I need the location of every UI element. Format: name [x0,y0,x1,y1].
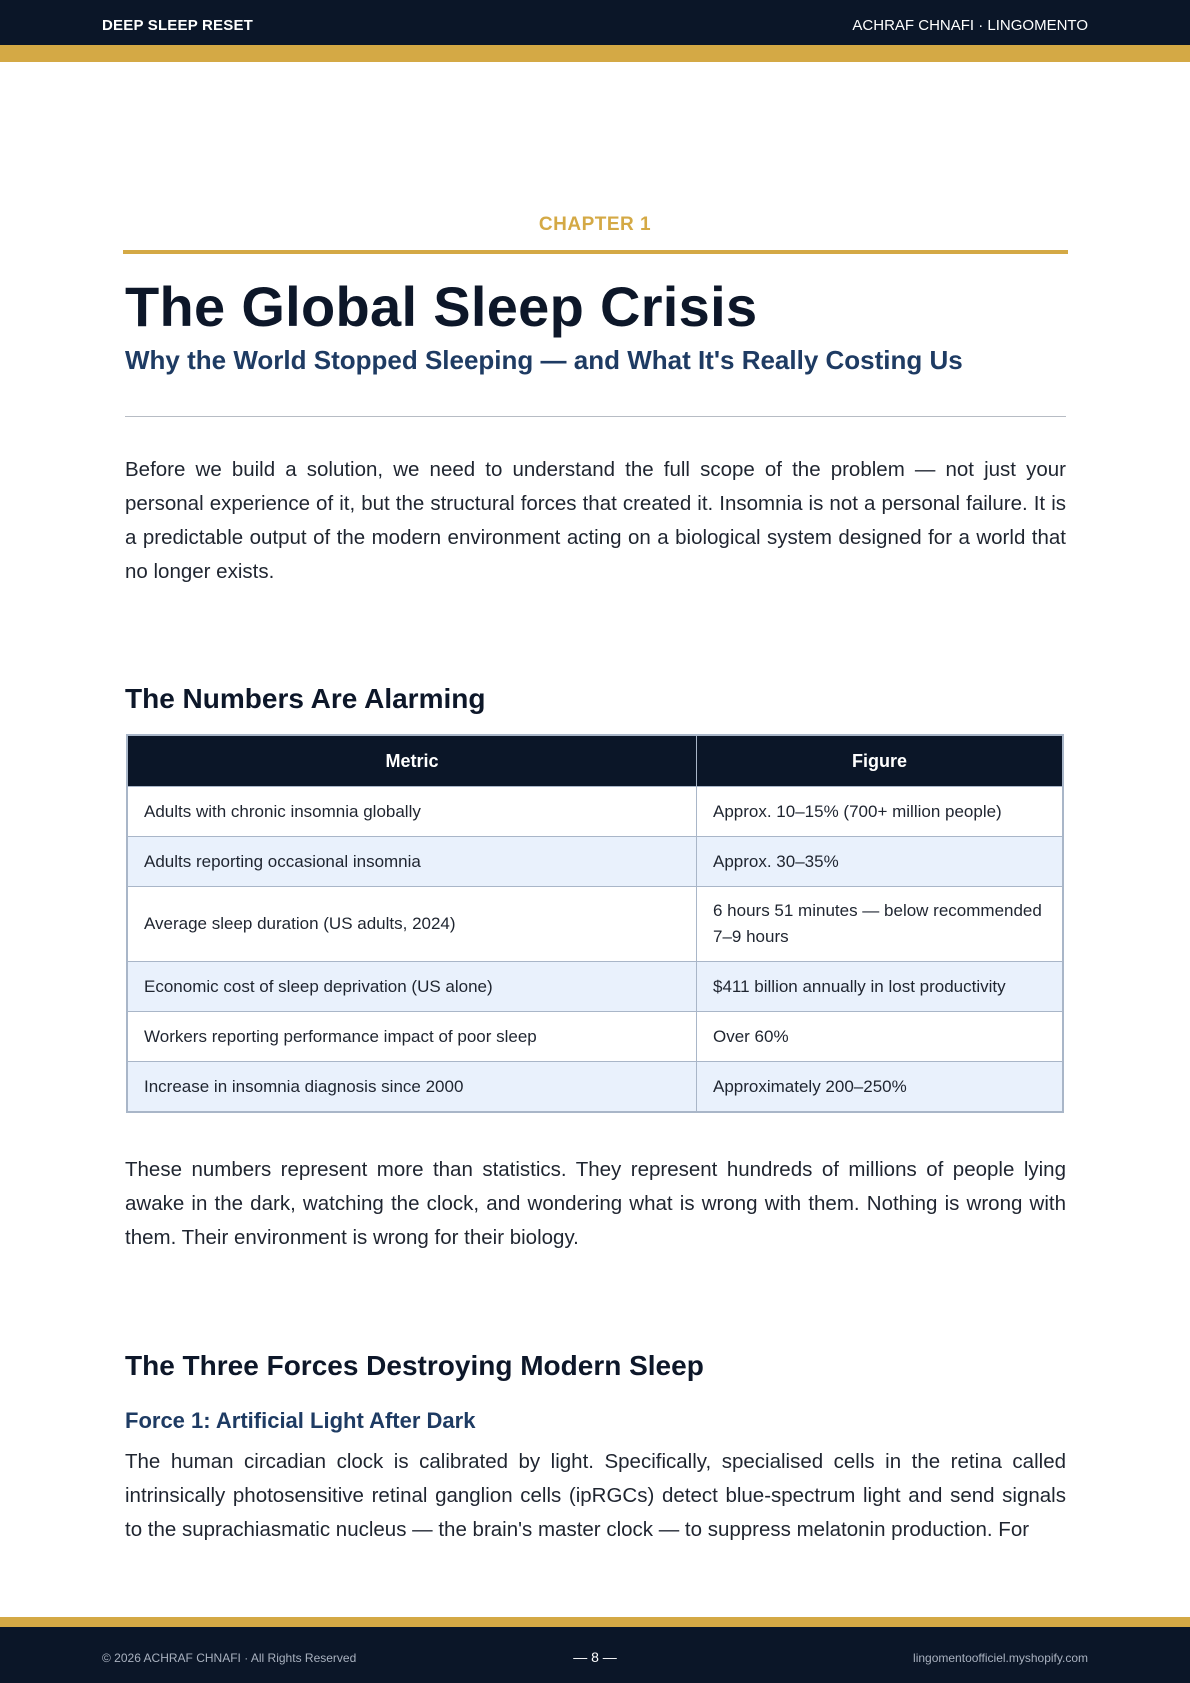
footer-copyright: © 2026 ACHRAF CHNAFI · All Rights Reserved [102,1651,357,1665]
table-cell-metric: Workers reporting performance impact of poor sleep [127,1012,697,1062]
table-row [127,962,1063,1012]
running-footer [0,1627,1190,1683]
table-header-row [127,735,1063,787]
chapter-divider [123,250,1068,254]
chapter-subtitle: Why the World Stopped Sleeping — and What It's Really Costing Us [125,345,963,375]
table-row [127,837,1063,887]
subtitle-divider [125,416,1066,417]
table-cell-metric: Adults with chronic insomnia globally [127,787,697,837]
table-cell-figure: 6 hours 51 minutes — below recommended 7–9 hours [697,887,1064,962]
chapter-title: The Global Sleep Crisis [125,275,758,338]
table-row [127,1012,1063,1062]
table-cell-figure: Approximately 200–250% [697,1062,1064,1113]
header-book-title: DEEP SLEEP RESET [102,17,254,34]
section-heading-three-forces: The Three Forces Destroying Modern Sleep [125,1350,704,1381]
table-cell-figure: Over 60% [697,1012,1064,1062]
table-header-figure: Figure [697,735,1064,787]
running-header [0,0,1190,45]
table-cell-figure: Approx. 30–35% [697,837,1064,887]
subheading-force-1: Force 1: Artificial Light After Dark [125,1408,476,1433]
table-row [127,1062,1063,1113]
header-accent-band [0,45,1190,62]
table-header-metric: Metric [127,735,697,787]
header-author: ACHRAF CHNAFI · LINGOMENTO [852,17,1088,34]
force-1-paragraph: The human circadian clock is calibrated by light. Specifically, specialised cells in the retina called intrinsically photosensitive retinal ganglion cells (ipRGCs) detect blue-spectrum light and send signals to the suprachiasmatic nucleus — the brain's master clock — to suppress melatonin production. For [125,1450,1066,1541]
footer-website: lingomentoofficiel.myshopify.com [913,1651,1088,1665]
intro-paragraph: Before we build a solution, we need to understand the full scope of the problem — not just your personal experience of it, but the structural forces that created it. Insomnia is not a personal failure. It is a predictable output of the modern environment acting on a biological system designed for a world that no longer exists. [125,458,1066,583]
footer-accent-band [0,1617,1190,1627]
table-cell-metric: Increase in insomnia diagnosis since 2000 [127,1062,697,1113]
table-cell-metric: Economic cost of sleep deprivation (US alone) [127,962,697,1012]
table-cell-figure: Approx. 10–15% (700+ million people) [697,787,1064,837]
table-cell-metric: Average sleep duration (US adults, 2024) [127,887,697,962]
statistics-commentary: These numbers represent more than statistics. They represent hundreds of millions of people lying awake in the dark, watching the clock, and wondering what is wrong with them. Nothing is wrong with them. Their environment is wrong for their biology. [125,1158,1066,1249]
table-row [127,787,1063,837]
section-heading-numbers: The Numbers Are Alarming [125,683,486,714]
table-cell-metric: Adults reporting occasional insomnia [127,837,697,887]
page-number: — 8 — [573,1649,617,1665]
statistics-table [126,734,1064,1113]
chapter-label: CHAPTER 1 [538,214,652,235]
table-row [127,887,1063,962]
table-cell-figure: $411 billion annually in lost productivity [697,962,1064,1012]
